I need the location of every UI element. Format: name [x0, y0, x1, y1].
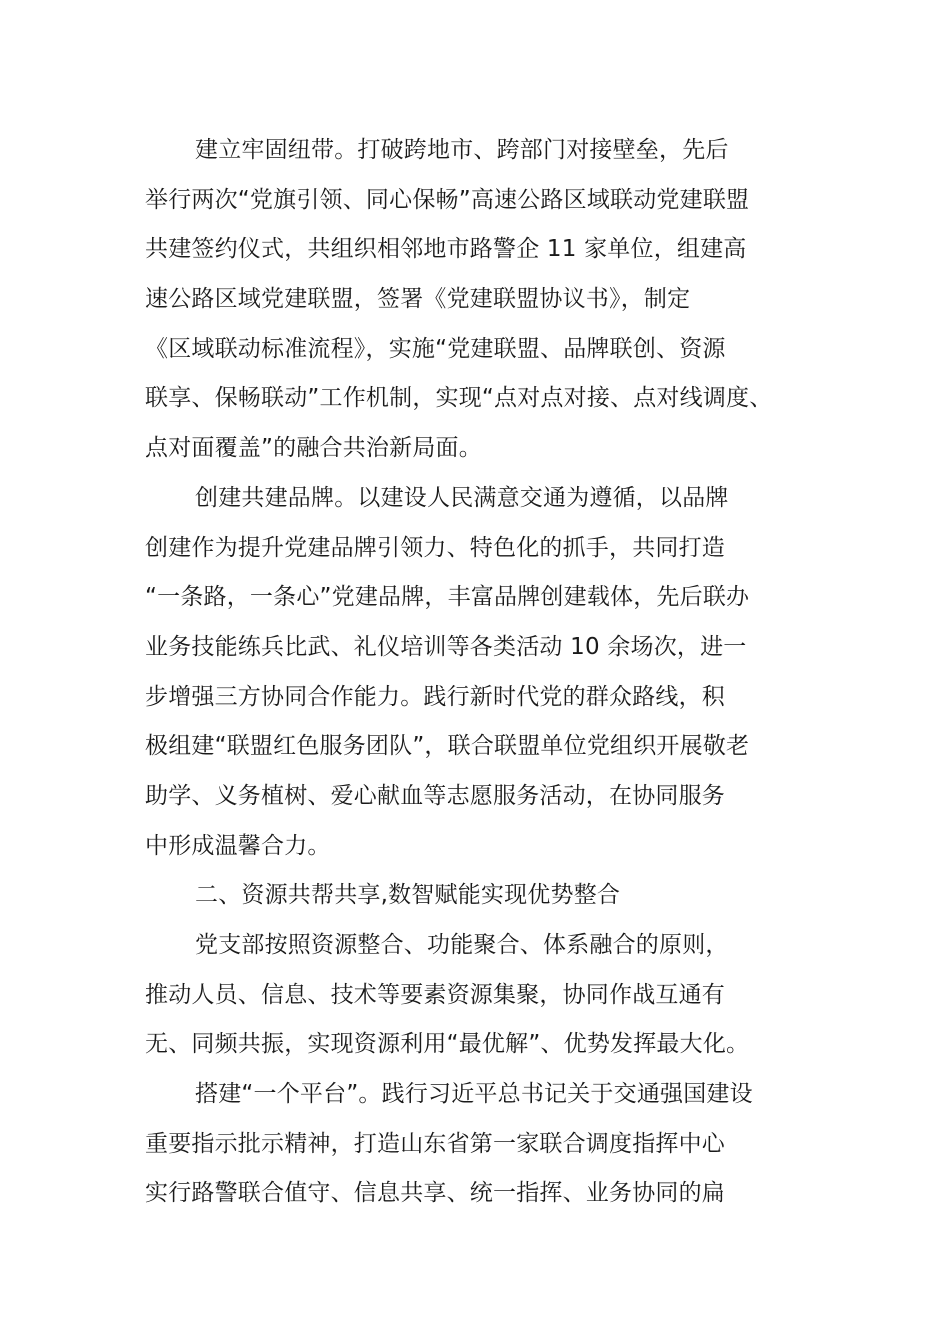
- paragraph-brand: [145, 474, 815, 872]
- text-line: 搭建“一个平台”。践行习近平总书记关于交通强国建设: [195, 1081, 753, 1108]
- paragraph-resources: [145, 921, 815, 1070]
- text-line: 极组建“联盟红色服务团队”，联合联盟单位党组织开展敬老: [145, 733, 750, 760]
- text-line: “一条路，一条心”党建品牌，丰富品牌创建载体，先后联办: [145, 584, 750, 611]
- text-line: 党支部按照资源整合、功能聚合、体系融合的原则，: [195, 932, 729, 958]
- text-line: 实行路警联合值守、信息共享、统一指挥、业务协同的扁: [145, 1180, 725, 1207]
- paragraph-build-bond: [145, 126, 815, 474]
- text-line: 中形成温馨合力。: [145, 832, 331, 859]
- text-line: 点对面覆盖”的融合共治新局面。: [145, 435, 482, 462]
- text-line: 建立牢固纽带。打破跨地市、跨部门对接壁垒，先后: [195, 137, 729, 163]
- text-line: 步增强三方协同合作能力。践行新时代党的群众路线，积: [145, 683, 725, 710]
- text-line: 举行两次“党旗引领、同心保畅”高速公路区域联动党建联盟: [145, 186, 750, 213]
- paragraph-platform: [145, 1070, 815, 1219]
- text-line: 速公路区域党建联盟，签署《党建联盟协议书》，制定: [145, 286, 691, 313]
- text-line: 无、同频共振，实现资源利用“最优解”、优势发挥最大化。: [145, 1031, 750, 1058]
- text-line: 业务技能练兵比武、礼仪培训等各类活动 10 余场次，进一: [145, 633, 747, 660]
- section-heading: [145, 871, 815, 921]
- heading-line: 二、资源共帮共享,数智赋能实现优势整合: [195, 882, 621, 909]
- text-line: 创建作为提升党建品牌引领力、特色化的抓手，共同打造: [145, 534, 725, 561]
- text-line: 推动人员、信息、技术等要素资源集聚，协同作战互通有: [145, 981, 725, 1008]
- text-line: 助学、义务植树、爱心献血等志愿服务活动，在协同服务: [145, 782, 725, 809]
- text-line: 《区域联动标准流程》，实施“党建联盟、品牌联创、资源: [145, 335, 726, 362]
- text-line: 联享、保畅联动”工作机制，实现“点对点对接、点对线调度、: [145, 385, 773, 412]
- text-line: 创建共建品牌。以建设人民满意交通为遵循，以品牌: [195, 484, 729, 511]
- document-body: [145, 126, 815, 1219]
- text-line: 共建签约仪式，共组织相邻地市路警企 11 家单位，组建高: [145, 236, 747, 263]
- text-line: 重要指示批示精神，打造山东省第一家联合调度指挥中心: [145, 1130, 725, 1157]
